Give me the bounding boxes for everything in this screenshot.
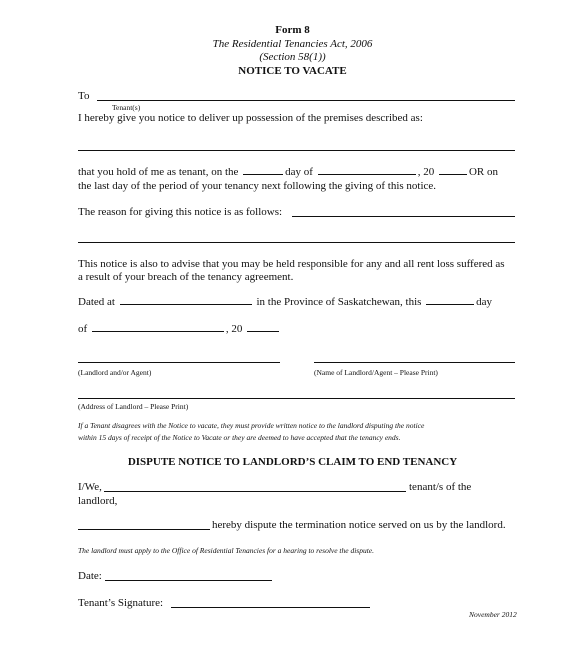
- dated-line: Dated at in the Province of Saskatchewan, this day: [78, 296, 493, 308]
- landlord-address-label: (Address of Landlord – Please Print): [78, 402, 189, 411]
- form-title: NOTICE TO VACATE: [238, 65, 347, 77]
- act-title: The Residential Tenancies Act, 2006: [212, 38, 373, 50]
- landlord-label: landlord,: [78, 495, 118, 507]
- reason-line-1[interactable]: [292, 216, 515, 217]
- year-of-blank[interactable]: [247, 330, 279, 332]
- hold-line: that you hold of me as tenant, on the day of , 20 OR on: [78, 166, 498, 178]
- premises-text: I hereby give you notice to deliver up possession of the premises described as:: [78, 112, 423, 124]
- of-line: of , 20: [78, 323, 281, 335]
- tenant-sub-label: Tenant(s): [112, 103, 141, 112]
- dispute-title: DISPUTE NOTICE TO LANDLORD’S CLAIM TO END TENANCY: [127, 456, 458, 468]
- month-of-blank[interactable]: [92, 330, 224, 332]
- reason-text: The reason for giving this notice is as follows:: [78, 206, 283, 218]
- landlord-name-line[interactable]: [314, 362, 515, 363]
- advise-line-2: a result of your breach of the tenancy agreement.: [78, 271, 294, 283]
- to-label: To: [78, 90, 90, 102]
- tenancy-period-text: the last day of the period of your tenancy next following the giving of this notice.: [78, 180, 437, 192]
- tenant-name-line[interactable]: [97, 100, 515, 101]
- place-blank[interactable]: [120, 303, 252, 305]
- premises-line[interactable]: [78, 150, 515, 151]
- landlord-address-line[interactable]: [78, 398, 515, 399]
- form-number: Form 8: [275, 24, 310, 36]
- date-label: Date:: [78, 570, 102, 582]
- day-blank[interactable]: [243, 173, 283, 175]
- advise-line-1: This notice is also to advise that you may be held responsible for any and all rent loss suffered as: [78, 258, 505, 270]
- landlord-signature-line[interactable]: [78, 362, 280, 363]
- signature-label: Tenant’s Signature:: [78, 597, 164, 609]
- month-blank[interactable]: [318, 173, 416, 175]
- apply-text: The landlord must apply to the Office of Residential Tenancies for a hearing to resolve the dispute.: [78, 546, 375, 555]
- landlord-agent-label: (Landlord and/or Agent): [78, 368, 152, 377]
- tenants-of-label: tenant/s of the: [409, 481, 472, 493]
- dispute-notice-line-1: If a Tenant disagrees with the Notice to vacate, they must provide written notice to the landlord disputing the notice: [78, 421, 425, 430]
- date-line[interactable]: [105, 580, 272, 581]
- dispute-notice-line-2: within 15 days of receipt of the Notice to Vacate or they are deemed to have accepted that the tenancy ends.: [78, 433, 401, 442]
- reason-line-2[interactable]: [78, 242, 515, 243]
- footer-date: November 2012: [469, 610, 517, 619]
- tenant-names-line[interactable]: [104, 491, 406, 492]
- tenant-signature-line[interactable]: [171, 607, 370, 608]
- landlord-name-label: (Name of Landlord/Agent – Please Print): [314, 368, 438, 377]
- day-of-blank[interactable]: [426, 303, 474, 305]
- section-ref: (Section 58(1)): [259, 51, 326, 63]
- iwe-label: I/We,: [78, 481, 102, 493]
- dispute-blank[interactable]: [78, 529, 210, 530]
- hereby-dispute-text: hereby dispute the termination notice served on us by the landlord.: [212, 519, 506, 531]
- year-blank[interactable]: [439, 173, 467, 175]
